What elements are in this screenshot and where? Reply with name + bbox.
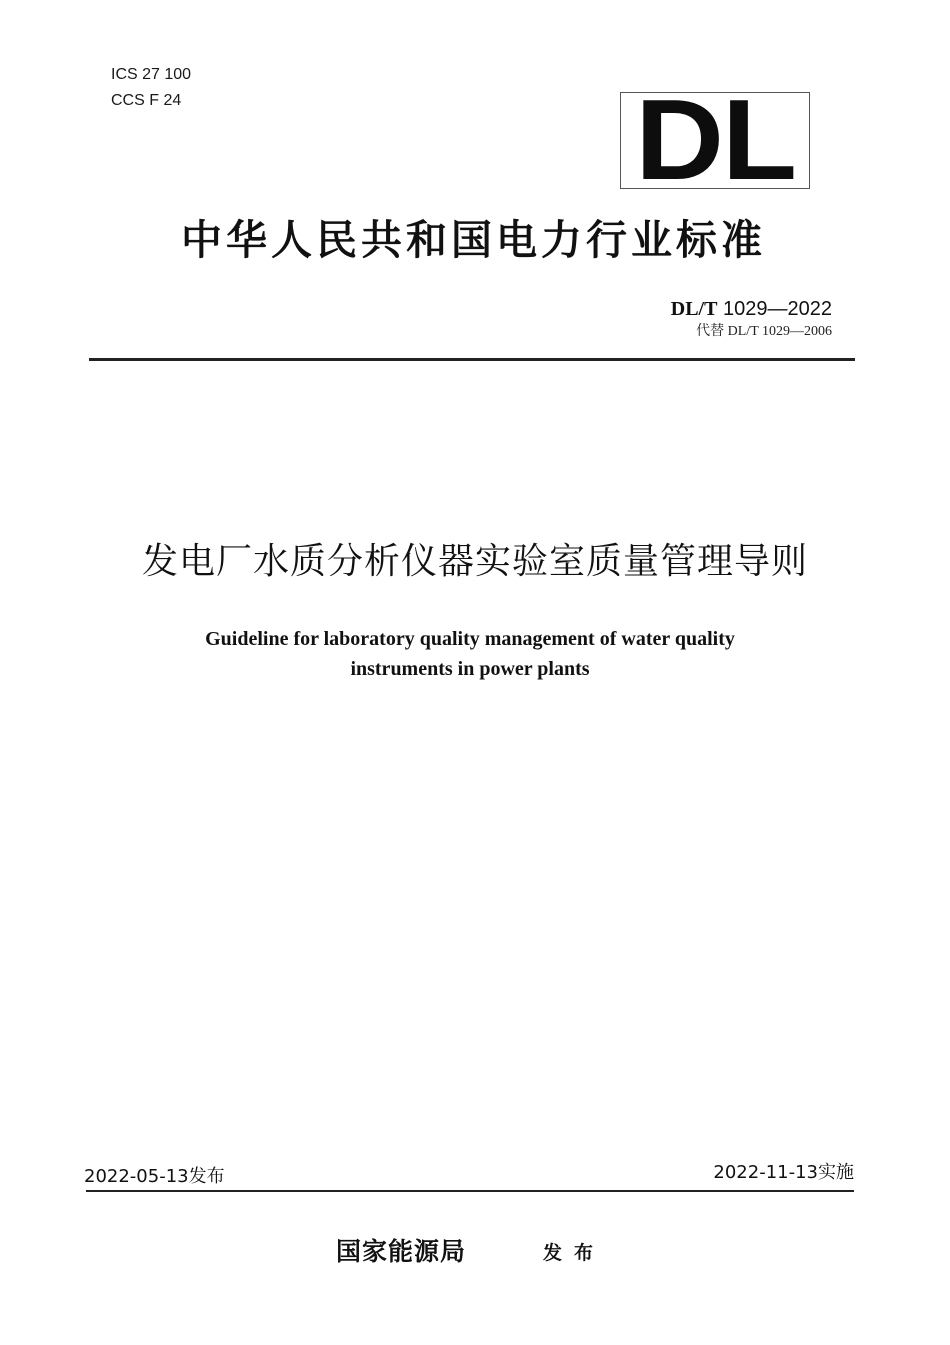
footer-divider (86, 1190, 854, 1192)
dl-logo-text: DL (635, 77, 795, 204)
implementation-date: 2022-11-13实施 (713, 1162, 854, 1183)
standard-prefix: DL/T (670, 298, 718, 320)
replaces-standard: 代替 DL/T 1029—2006 (696, 324, 832, 339)
document-title-chinese: 发电厂水质分析仪器实验室质量管理导则 (141, 541, 808, 582)
document-title-english (100, 624, 840, 684)
ccs-code: CCS F 24 (111, 92, 182, 109)
dl-logo (620, 77, 810, 204)
english-title-line-2: instruments in power plants (350, 658, 590, 680)
ics-code: ICS 27 100 (111, 66, 192, 83)
issued-label: 发布 (543, 1242, 606, 1264)
issue-date: 2022-05-13发布 (84, 1166, 225, 1187)
issuing-authority: 国家能源局 (336, 1237, 467, 1266)
header-divider (89, 358, 855, 361)
standard-number (671, 296, 832, 322)
english-title-line-1: Guideline for laboratory quality management of water quality (205, 628, 735, 650)
industry-standard-title: 中华人民共和国电力行业标准 (181, 216, 766, 264)
standard-code: 1029—2022 (723, 298, 832, 320)
